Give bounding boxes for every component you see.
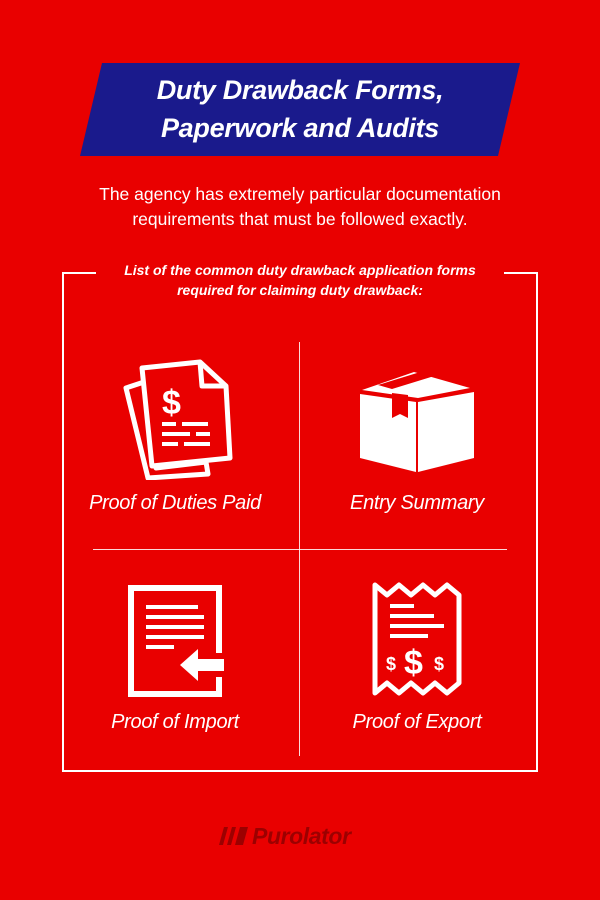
svg-text:$: $ (386, 654, 397, 674)
import-document-icon (128, 585, 224, 702)
item-label-proof-of-duties-paid: Proof of Duties Paid (89, 492, 261, 514)
forms-heading (96, 260, 504, 300)
item-label-proof-of-import: Proof of Import (111, 711, 239, 733)
svg-text:$: $ (434, 654, 445, 674)
item-label-proof-of-export: Proof of Export (352, 711, 482, 733)
logo-stripes-icon (218, 825, 252, 847)
export-receipt-icon (372, 582, 462, 701)
svg-text:$: $ (162, 384, 181, 422)
item-label-entry-summary: Entry Summary (350, 492, 484, 514)
dollar-document-icon (118, 358, 234, 485)
forms-heading-line-2: required for claiming duty drawback: (177, 282, 423, 298)
purolator-logo (218, 822, 388, 850)
forms-heading-line-1: List of the common duty drawback application forms (124, 262, 476, 278)
svg-text:$: $ (404, 644, 423, 682)
page-title (80, 71, 520, 147)
grid-divider-horizontal (93, 549, 507, 550)
intro-text: The agency has extremely particular documentation requirements that must be followed exactly. (99, 184, 501, 229)
page-title-line-1: Duty Drawback Forms, (156, 75, 444, 105)
title-banner (80, 63, 520, 156)
page-title-line-2: Paperwork and Audits (160, 113, 440, 143)
package-box-icon (360, 368, 474, 477)
logo-text: Purolator (252, 823, 351, 849)
